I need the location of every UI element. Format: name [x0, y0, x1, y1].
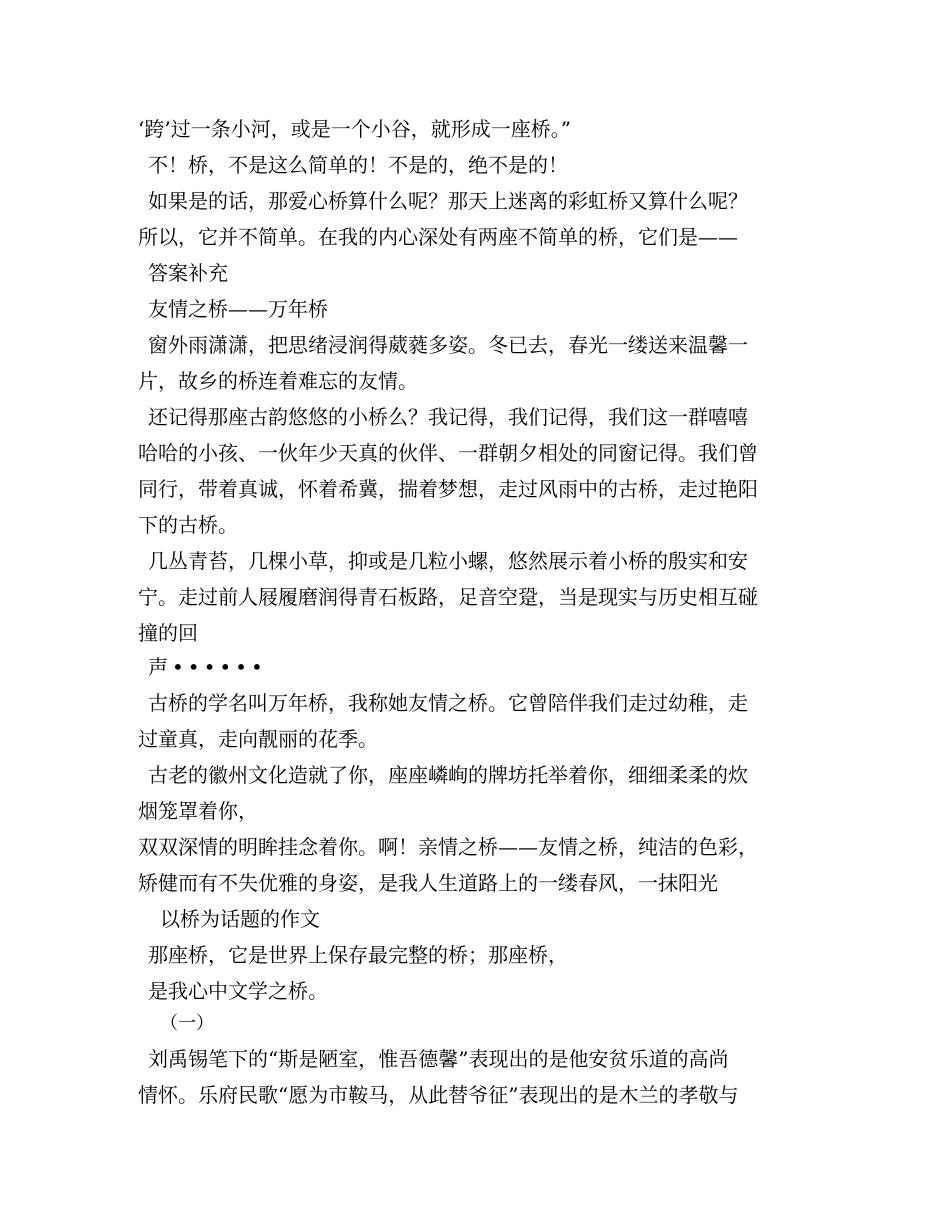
- text-line: 声••••••: [148, 655, 267, 679]
- text-line: 所以，它并不简单。在我的内心深处有两座不简单的桥，它们是——: [138, 225, 738, 249]
- text-line: 情怀。乐府民歌“愿为市鞍马，从此替爷征”表现出的是木兰的孝敬与: [138, 1083, 739, 1107]
- text-line: 还记得那座古韵悠悠的小桥么？我记得，我们记得，我们这一群嘻嘻: [148, 405, 748, 429]
- text-line: 双双深情的明眸挂念着你。啊！亲情之桥——友情之桥，纯洁的色彩，: [138, 835, 758, 859]
- text-line: 是我心中文学之桥。: [148, 979, 328, 1003]
- text-line: 撞的回: [138, 621, 198, 645]
- text-line: 哈哈的小孩、一伙年少天真的伙伴、一群朝夕相处的同窗记得。我们曾: [138, 441, 758, 465]
- text-line: 如果是的话，那爱心桥算什么呢？那天上迷离的彩虹桥又算什么呢？: [148, 189, 748, 213]
- text-line: ‘跨’过一条小河，或是一个小谷，就形成一座桥。”: [138, 117, 571, 141]
- text-line: 下的古桥。: [138, 513, 238, 537]
- text-line: 不！桥，不是这么简单的！不是的，绝不是的！: [148, 153, 568, 177]
- text-line: 几丛青苔，几棵小草，抑或是几粒小螺，悠然展示着小桥的殷实和安: [148, 549, 748, 573]
- text-line: 古桥的学名叫万年桥，我称她友情之桥。它曾陪伴我们走过幼稚，走: [148, 691, 748, 715]
- text-line: 友情之桥——万年桥: [148, 297, 328, 321]
- text-line: 古老的徽州文化造就了你，座座嶙峋的牌坊托举着你，细细柔柔的炊: [148, 763, 748, 787]
- section-heading: 以桥为话题的作文: [160, 907, 320, 931]
- text-line: 刘禹锡笔下的“斯是陋室，惟吾德馨”表现出的是他安贫乐道的高尚: [148, 1047, 729, 1071]
- text-line: 同行，带着真诚，怀着希冀，揣着梦想，走过风雨中的古桥，走过艳阳: [138, 477, 758, 501]
- text-line: 矫健而有不失优雅的身姿，是我人生道路上的一缕春风，一抹阳光: [138, 871, 718, 895]
- text-line: 烟笼罩着你，: [138, 799, 258, 823]
- text-line: 答案补充: [148, 261, 228, 285]
- text-line: 窗外雨潇潇，把思绪浸润得葳蕤多姿。冬已去，春光一缕送来温馨一: [148, 333, 748, 357]
- section-number: （一）: [160, 1013, 214, 1034]
- text-line: 宁。走过前人屐履磨润得青石板路，足音空跫，当是现实与历史相互碰: [138, 585, 758, 609]
- text-line: 过童真，走向靓丽的花季。: [138, 727, 378, 751]
- text-line: 片，故乡的桥连着难忘的友情。: [138, 369, 418, 393]
- text-line: 那座桥，它是世界上保存最完整的桥；那座桥，: [148, 943, 568, 967]
